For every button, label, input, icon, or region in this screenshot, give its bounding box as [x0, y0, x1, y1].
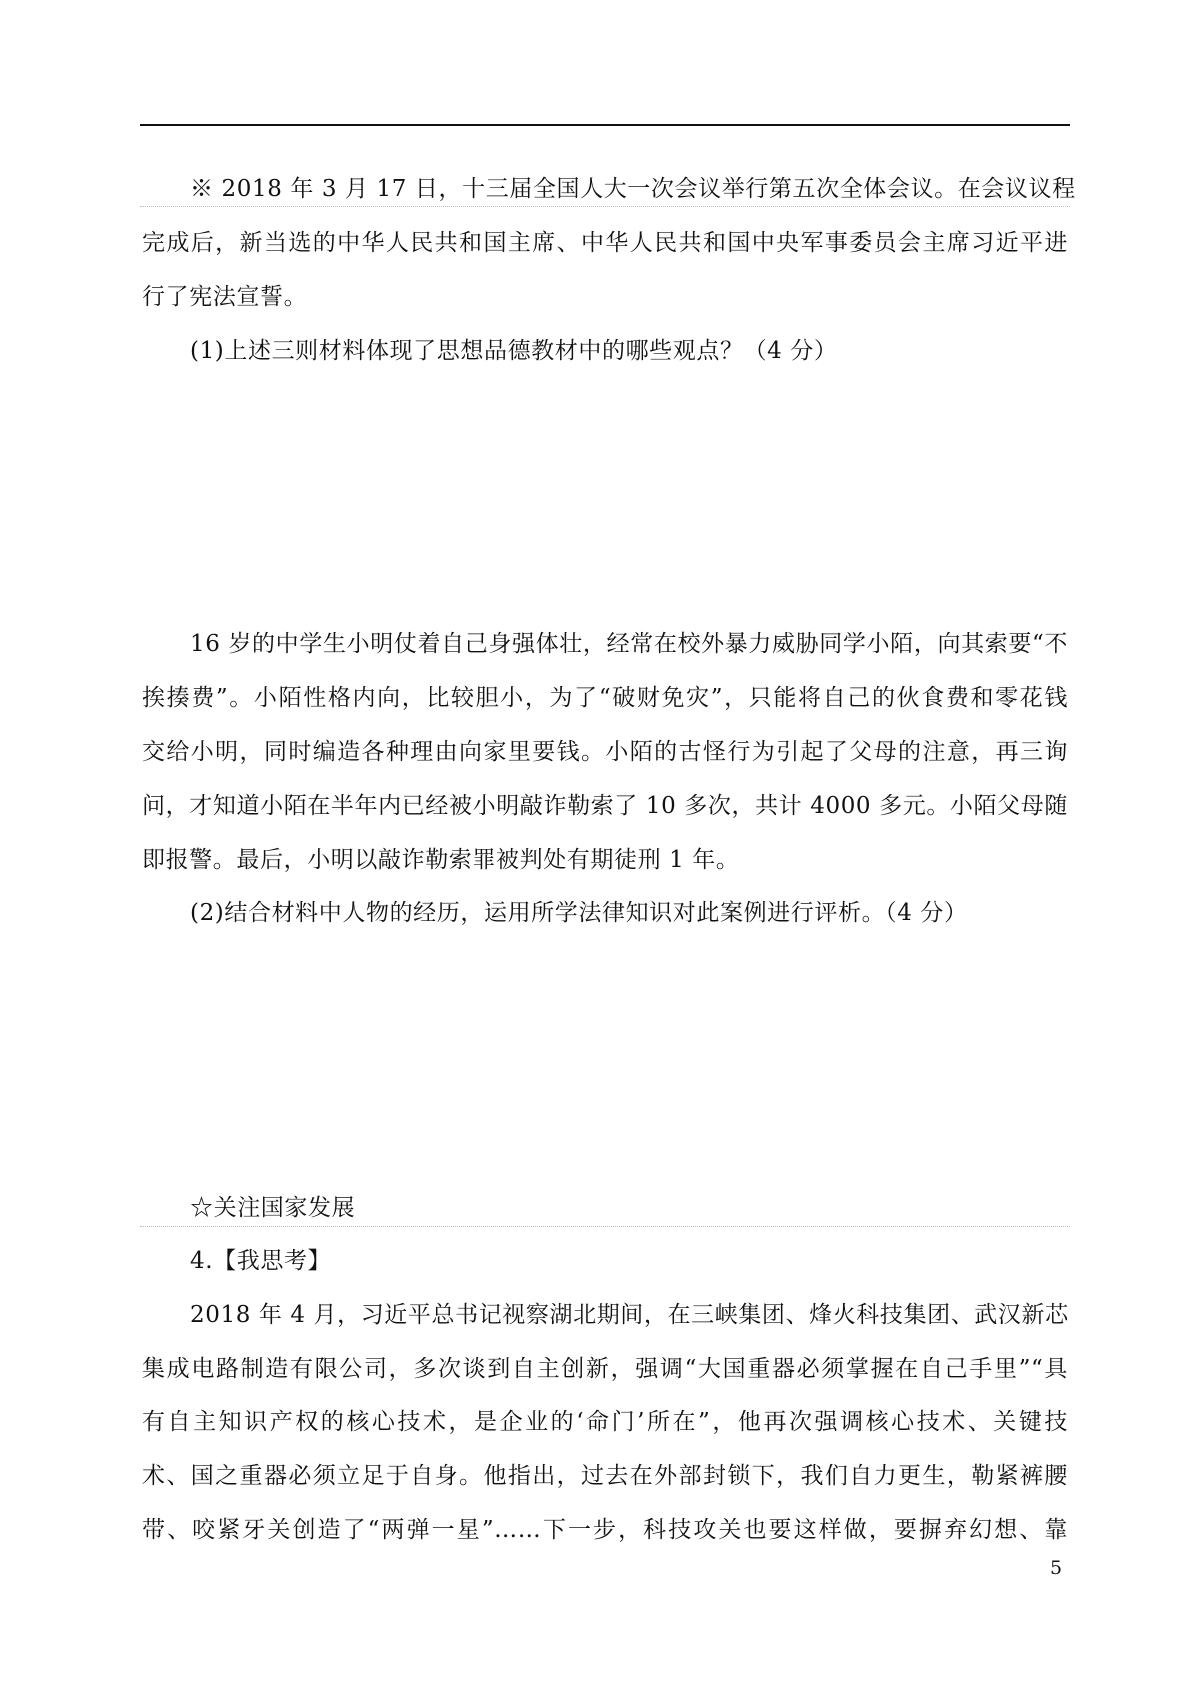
case-line-3: 交给小明，同时编造各种理由向家里要钱。小陌的古怪行为引起了父母的注意，再三询	[142, 739, 1068, 765]
header-rule	[140, 124, 1070, 126]
material3-line-2: 完成后，新当选的中华人民共和国主席、中华人民共和国中央军事委员会主席习近平进	[142, 230, 1068, 256]
case-line-1: 16 岁的中学生小明仗着自己身强体壮，经常在校外暴力威胁同学小陌，向其索要“不	[190, 631, 1068, 657]
material3-line-3: 行了宪法宣誓。	[142, 284, 308, 310]
section-line-4: 术、国之重器必须立足于自身。他指出，过去在外部封锁下，我们自力更生，勒紧裤腰	[142, 1463, 1068, 1489]
question-1: (1)上述三则材料体现了思想品德教材中的哪些观点？（4 分）	[190, 338, 838, 364]
dotted-divider	[140, 206, 1070, 207]
section-line-1: 2018 年 4 月，习近平总书记视察湖北期间，在三峡集团、烽火科技集团、武汉新芯	[190, 1302, 1069, 1328]
case-line-2: 挨揍费”。小陌性格内向，比较胆小，为了“破财免灾”，只能将自己的伙食费和零花钱	[142, 685, 1068, 711]
section-line-3: 有自主知识产权的核心技术，是企业的‘命门’所在”，他再次强调核心技术、关键技	[142, 1409, 1068, 1435]
case-line-5: 即报警。最后，小明以敲诈勒索罪被判处有期徒刑 1 年。	[142, 847, 740, 873]
question-2: (2)结合材料中人物的经历，运用所学法律知识对此案例进行评析。（4 分）	[190, 900, 968, 926]
section-line-2: 集成电路制造有限公司，多次谈到自主创新，强调“大国重器必须掌握在自己手里”“具	[142, 1356, 1068, 1382]
section-line-5: 带、咬紧牙关创造了“两弹一星”……下一步，科技攻关也要这样做，要摒弃幻想、靠	[142, 1517, 1068, 1543]
section-heading: ☆关注国家发展	[190, 1195, 356, 1221]
item-label: 4.【我思考】	[190, 1248, 332, 1274]
dotted-divider	[140, 1226, 1070, 1227]
case-line-4: 问，才知道小陌在半年内已经被小明敲诈勒索了 10 多次，共计 4000 多元。小陌父母随	[142, 793, 1068, 819]
material3-line-1: ※ 2018 年 3 月 17 日，十三届全国人大一次会议举行第五次全体会议。在会议议程	[190, 176, 1076, 202]
page-number: 5	[1050, 1557, 1063, 1579]
